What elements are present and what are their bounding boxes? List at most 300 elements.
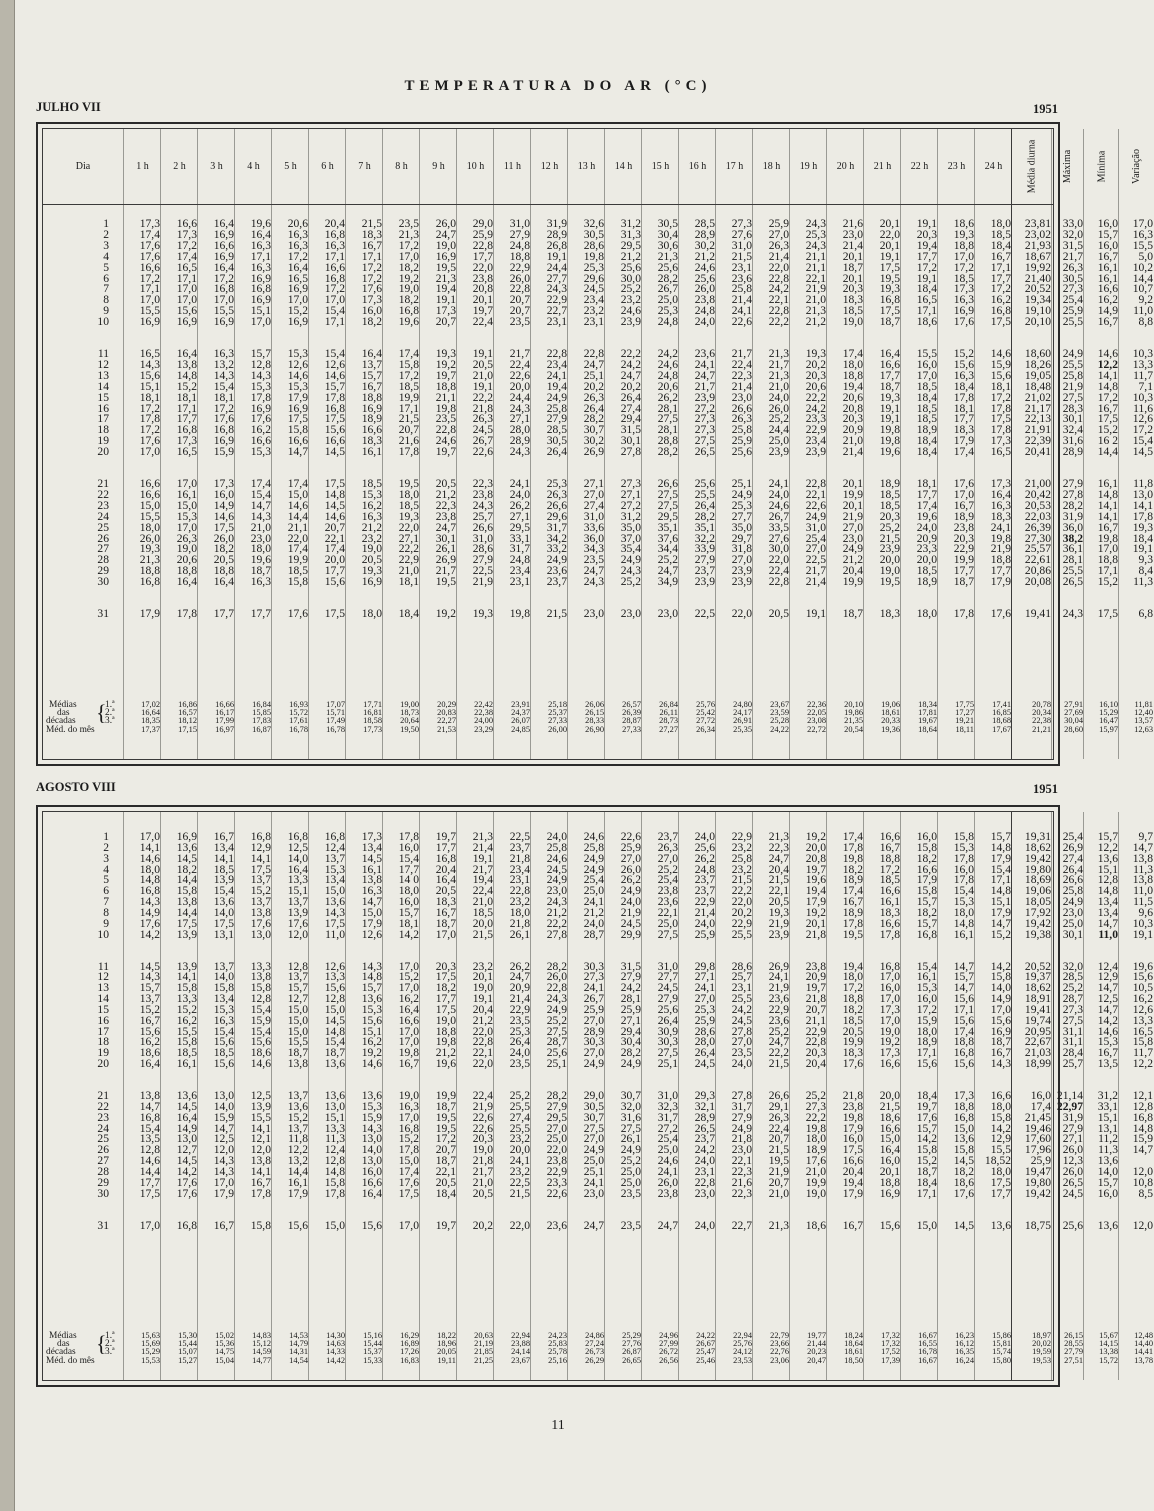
table-cell: 17,0 <box>176 293 197 307</box>
table-cell: 16,9 <box>213 434 234 448</box>
table-cell: 24,0 <box>509 1046 530 1060</box>
table-cell: 17,2 <box>287 249 308 263</box>
table-cell: 19,7 <box>916 1099 937 1113</box>
table-cell: 22,13 <box>1024 412 1051 426</box>
table-cell: 21,1 <box>287 520 308 534</box>
table-cell: 22,6 <box>472 445 493 459</box>
table-cell: 27,0 <box>657 851 678 865</box>
table-cell: 17,6 <box>287 916 308 930</box>
table-cell: 19,5 <box>398 477 419 490</box>
table-cell: 18,2 <box>398 293 419 307</box>
table-cell: 14,0 <box>1097 1164 1118 1178</box>
day-number: 31 <box>97 607 109 620</box>
summary-cell: 26,84 <box>659 700 678 709</box>
table-cell: 27,1 <box>620 487 641 501</box>
summary-cell: 16,57 <box>178 708 197 718</box>
table-cell: 25,6 <box>731 445 752 459</box>
table-cell: 24,3 <box>546 992 567 1006</box>
table-cell: 19,8 <box>1097 531 1118 545</box>
summary-cell: 21,35 <box>844 716 863 726</box>
table-cell: 17,2 <box>990 390 1011 404</box>
table-cell: 26,8 <box>546 238 567 252</box>
table-cell: 23,7 <box>694 1132 715 1146</box>
column-header-label: 7 h <box>358 161 371 172</box>
table-cell: 23,4 <box>509 564 530 578</box>
table-cell: 19,8 <box>842 851 863 865</box>
table-cell: 24,2 <box>694 1143 715 1157</box>
table-cell: 13,6 <box>953 1132 974 1146</box>
table-cell: 17,6 <box>805 1154 826 1168</box>
day-number: 7 <box>103 895 109 909</box>
table-cell: 13,5 <box>139 1132 160 1146</box>
table-cell: 24,9 <box>731 487 752 501</box>
table-cell: 19,3 <box>805 347 826 360</box>
table-cell: 24,3 <box>583 575 604 589</box>
table-cell: 27,5 <box>657 1046 678 1060</box>
table-cell: 22,4 <box>768 564 789 578</box>
summary-cell: 14,79 <box>289 1339 308 1349</box>
table-cell: 28,1 <box>1062 553 1083 567</box>
table-cell: 14,6 <box>139 851 160 865</box>
table-cell: 17,0 <box>916 368 937 382</box>
table-cell: 24,8 <box>694 304 715 318</box>
table-cell: 23,5 <box>731 1046 752 1060</box>
table-cell: 17,1 <box>916 304 937 318</box>
table-cell: 24,2 <box>657 347 678 360</box>
summary-cell: 26,11 <box>659 708 678 718</box>
table-cell: 15,8 <box>916 840 937 854</box>
table-cell: 19,9 <box>842 487 863 501</box>
table-cell: 29,6 <box>546 509 567 523</box>
table-cell: 16,8 <box>398 1121 419 1135</box>
table-cell: 16,6 <box>287 434 308 448</box>
page-number: 11 <box>551 1418 565 1433</box>
table-cell: 22,9 <box>546 293 567 307</box>
table-cell: 22,6 <box>472 1121 493 1135</box>
table-cell: 24,9 <box>842 542 863 556</box>
table-cell: 31,6 <box>1062 434 1083 448</box>
summary-cell: 25,18 <box>548 700 567 709</box>
table-cell: 23,8 <box>435 509 456 523</box>
table-cell: 17,1 <box>361 249 382 263</box>
table-cell: 19,7 <box>435 445 456 459</box>
table-cell: 23,3 <box>916 542 937 556</box>
day-number: 2 <box>103 840 109 854</box>
table-cell: 15,3 <box>213 1002 234 1016</box>
table-cell: 20,1 <box>879 1164 900 1178</box>
table-cell: 21,3 <box>139 553 160 567</box>
table-cell: 17,8 <box>990 401 1011 415</box>
table-cell: 19,05 <box>1024 368 1051 382</box>
table-cell: 34,2 <box>546 531 567 545</box>
table-cell: 10,3 <box>1132 390 1153 404</box>
table-cell: 18,8 <box>361 390 382 404</box>
table-cell: 25,8 <box>731 282 752 296</box>
table-cell: 21,7 <box>768 357 789 371</box>
table-cell: 25,57 <box>1024 542 1051 556</box>
table-cell: 21,5 <box>361 217 382 230</box>
table-cell: 15,2 <box>1097 575 1118 589</box>
table-cell: 19,4 <box>805 884 826 898</box>
table-cell: 20,6 <box>176 553 197 567</box>
table-cell: 16,9 <box>213 315 234 329</box>
table-cell: 13,6 <box>176 840 197 854</box>
table-cell: 16,6 <box>842 1154 863 1168</box>
table-cell: 15,6 <box>953 1013 974 1027</box>
table-cell: 18,0 <box>361 607 382 620</box>
table-cell: 19,4 <box>546 379 567 393</box>
day-number: 20 <box>97 1057 109 1071</box>
table-cell: 31,0 <box>657 959 678 973</box>
table-cell: 29,6 <box>583 271 604 285</box>
table-cell: 25,1 <box>583 1164 604 1178</box>
table-cell: 18,2 <box>916 905 937 919</box>
summary-cell: 17,67 <box>992 724 1011 734</box>
table-cell: 17,2 <box>361 271 382 285</box>
summary-cell: 14,30 <box>326 1331 345 1340</box>
table-cell: 16,6 <box>361 423 382 437</box>
table-cell: 18,0 <box>990 217 1011 230</box>
table-cell: 18,5 <box>842 1013 863 1027</box>
table-cell: 27,9 <box>546 412 567 426</box>
table-cell: 17,1 <box>990 260 1011 274</box>
table-cell: 25,9 <box>731 434 752 448</box>
table-cell: 25,1 <box>657 1057 678 1071</box>
table-cell: 28,7 <box>546 1035 567 1049</box>
table-column <box>160 812 198 1380</box>
summary-cell: 28,73 <box>659 716 678 726</box>
table-cell: 19,5 <box>435 575 456 589</box>
table-cell: 22,1 <box>435 1164 456 1178</box>
summary-cell: 26,39 <box>622 708 641 718</box>
table-cell: 31,6 <box>620 1110 641 1124</box>
table-cell: 21,45 <box>1024 1110 1051 1124</box>
table-cell: 26,3 <box>657 840 678 854</box>
table-cell: 25,2 <box>768 412 789 426</box>
table-cell: 20,8 <box>842 401 863 415</box>
table-cell: 18,0 <box>805 1132 826 1146</box>
summary-cell: 17,73 <box>363 724 382 734</box>
table-cell: 18,2 <box>213 542 234 556</box>
table-cell: 18,99 <box>1024 1057 1051 1071</box>
summary-cell: 27,24 <box>585 1339 604 1349</box>
table-cell: 13,9 <box>250 1099 271 1113</box>
table-column <box>863 129 901 759</box>
table-cell: 21,9 <box>842 509 863 523</box>
table-cell: 21,0 <box>768 1186 789 1200</box>
table-cell: 16,1 <box>916 970 937 984</box>
table-cell: 28,5 <box>546 423 567 437</box>
table-cell: 17,8 <box>250 1186 271 1200</box>
table-cell: 16,9 <box>361 575 382 589</box>
table-cell: 16,1 <box>1097 477 1118 490</box>
table-cell: 15,0 <box>287 1024 308 1038</box>
table-cell: 13,6 <box>1097 1154 1118 1168</box>
table-cell: 16,8 <box>953 1046 974 1060</box>
summary-cell: 15,63 <box>141 1331 160 1340</box>
table-cell: 24,0 <box>694 315 715 329</box>
table-cell: 17,1 <box>398 401 419 415</box>
table-cell: 26,3 <box>546 487 567 501</box>
table-cell: 26,7 <box>472 434 493 448</box>
table-cell: 16,9 <box>176 830 197 843</box>
table-cell: 16,9 <box>287 401 308 415</box>
table-cell: 24,2 <box>731 1002 752 1016</box>
table-cell: 24,1 <box>768 477 789 490</box>
table-cell: 11,0 <box>1133 884 1153 898</box>
table-cell: 26,9 <box>1062 840 1083 854</box>
table-cell: 13,6 <box>361 1089 382 1102</box>
table-cell: 16,0 <box>953 862 974 876</box>
summary-cell: 18,61 <box>844 1347 863 1357</box>
table-cell: 16,9 <box>879 1186 900 1200</box>
table-cell: 23,8 <box>805 959 826 973</box>
table-cell: 24,7 <box>620 368 641 382</box>
table-cell: 21,2 <box>435 487 456 501</box>
table-cell: 21,1 <box>805 1013 826 1027</box>
table-cell: 21,7 <box>472 862 493 876</box>
table-cell: 27,1 <box>509 412 530 426</box>
day-number: 9 <box>103 304 109 318</box>
table-cell: 25,4 <box>657 1132 678 1146</box>
table-cell: 16,0 <box>916 830 937 843</box>
table-cell: 15,8 <box>990 1110 1011 1124</box>
table-cell: 18,5 <box>953 271 974 285</box>
table-column <box>419 812 457 1380</box>
table-cell: 23,0 <box>731 1143 752 1157</box>
day-number: 24 <box>97 1121 109 1135</box>
table-cell: 24,8 <box>509 553 530 567</box>
table-cell: 20,53 <box>1024 498 1051 512</box>
table-cell: 17,0 <box>953 249 974 263</box>
table-cell: 16,1 <box>879 895 900 909</box>
table-cell: 12,2 <box>1097 357 1118 371</box>
summary-cell: 14,42 <box>326 1355 345 1365</box>
table-cell: 24,5 <box>546 862 567 876</box>
summary-cell: 27,51 <box>1064 1355 1083 1365</box>
table-cell: 17,8 <box>879 927 900 941</box>
summary-cell: 24,23 <box>548 1331 567 1340</box>
table-cell: 18,6 <box>139 1046 160 1060</box>
table-cell: 26,2 <box>620 873 641 887</box>
table-cell: 13,3 <box>1132 357 1153 371</box>
table-cell: 12,6 <box>287 357 308 371</box>
table-cell: 13,3 <box>250 959 271 973</box>
table-cell: 18,8 <box>1097 553 1118 567</box>
day-number: 5 <box>103 873 109 887</box>
summary-cell: 15,72 <box>289 708 308 718</box>
table-cell: 19,0 <box>398 282 419 296</box>
table-cell: 15,5 <box>916 347 937 360</box>
table-cell: 22,8 <box>472 1035 493 1049</box>
table-cell: 13,7 <box>139 992 160 1006</box>
table-cell: 22,7 <box>546 304 567 318</box>
table-cell: 17,7 <box>435 840 456 854</box>
table-cell: 24,3 <box>546 282 567 296</box>
table-cell: 19,8 <box>879 423 900 437</box>
table-cell: 25,5 <box>731 992 752 1006</box>
table-cell: 16,8 <box>139 575 160 589</box>
summary-cell: 26,90 <box>585 724 604 734</box>
table-cell: 14,2 <box>398 927 419 941</box>
table-cell: 25,7 <box>731 970 752 984</box>
table-cell: 25,3 <box>657 304 678 318</box>
summary-cell: 25,76 <box>733 1339 752 1349</box>
table-cell: 25,5 <box>694 487 715 501</box>
table-cell: 18,1 <box>139 390 160 404</box>
table-column <box>789 129 827 759</box>
table-cell: 25,6 <box>657 1002 678 1016</box>
summary-cell: 19,11 <box>437 1355 456 1365</box>
table-cell: 19,1 <box>472 992 493 1006</box>
table-cell: 23,6 <box>657 895 678 909</box>
table-cell: 20,4 <box>842 1164 863 1178</box>
table-cell: 25,0 <box>768 434 789 448</box>
table-cell: 22,6 <box>805 498 826 512</box>
table-cell: 20,08 <box>1024 575 1051 589</box>
table-cell: 24,9 <box>1062 895 1083 909</box>
table-cell: 20,5 <box>435 477 456 490</box>
table-cell: 15,6 <box>324 575 345 589</box>
table-cell: 16,2 <box>250 423 271 437</box>
table-cell: 13,0 <box>324 1099 345 1113</box>
table-cell: 18,0 <box>139 520 160 534</box>
table-cell: 20,1 <box>472 293 493 307</box>
table-cell: 20,5 <box>213 553 234 567</box>
table-cell: 17,8 <box>139 412 160 426</box>
table-cell: 18,7 <box>990 1035 1011 1049</box>
summary-cell: 26,73 <box>585 1347 604 1357</box>
table-cell: 22,0 <box>731 607 752 620</box>
table-column <box>382 129 420 759</box>
column-header-label: 8 h <box>395 161 408 172</box>
table-cell: 17,2 <box>176 238 197 252</box>
table-cell: 19,8 <box>879 434 900 448</box>
table-cell: 15,7 <box>1097 1175 1118 1189</box>
table-cell: 13,9 <box>176 927 197 941</box>
table-cell: 23,9 <box>879 542 900 556</box>
table-cell: 15,4 <box>398 851 419 865</box>
table-cell: 23,8 <box>546 1154 567 1168</box>
column-header-label: 23 h <box>947 161 966 172</box>
table-cell: 13,4 <box>1097 895 1118 909</box>
table-cell: 15,9 <box>990 357 1011 371</box>
table-cell: 25,9 <box>583 1002 604 1016</box>
column-header-label: 4 h <box>247 161 260 172</box>
table-cell: 20,1 <box>842 477 863 490</box>
table-cell: 31,2 <box>1097 1089 1118 1102</box>
table-cell: 23,8 <box>472 487 493 501</box>
table-cell: 20,3 <box>842 412 863 426</box>
table-cell: 19,0 <box>176 542 197 556</box>
table-cell: 25,0 <box>583 1154 604 1168</box>
table-cell: 14,3 <box>213 1164 234 1178</box>
table-cell: 14,6 <box>250 1057 271 1071</box>
table-cell: 22,1 <box>805 487 826 501</box>
column-header-label: Média diurna <box>1026 139 1038 194</box>
table-cell: 23,5 <box>509 1013 530 1027</box>
table-cell: 23,2 <box>731 862 752 876</box>
table-cell: 25,8 <box>583 840 604 854</box>
table-cell: 22,5 <box>509 830 530 843</box>
table-cell: 33,5 <box>768 520 789 534</box>
table-cell: 24,6 <box>657 1154 678 1168</box>
table-cell: 25,5 <box>1062 315 1083 329</box>
table-cell: 25,2 <box>768 1024 789 1038</box>
table-cell: 24,7 <box>435 520 456 534</box>
table-cell: 19,1 <box>879 249 900 263</box>
table-cell: 22,8 <box>472 238 493 252</box>
day-number: 21 <box>97 1089 109 1102</box>
table-cell: 27,5 <box>657 412 678 426</box>
table-cell: 19,1 <box>916 271 937 285</box>
table-cell: 21,3 <box>768 368 789 382</box>
table-cell: 13,7 <box>287 970 308 984</box>
table-cell: 23,0 <box>694 1186 715 1200</box>
table-cell: 29,0 <box>472 217 493 230</box>
column-header-label: Dia <box>75 161 91 172</box>
table-cell: 25,2 <box>879 520 900 534</box>
table-cell: 23,2 <box>509 895 530 909</box>
table-cell: 17,9 <box>805 895 826 909</box>
table-cell: 25,2 <box>620 1154 641 1168</box>
table-cell: 22,4 <box>472 884 493 898</box>
table-cell: 16,0 <box>361 304 382 318</box>
table-cell: 10,8 <box>1132 1175 1153 1189</box>
table-cell: 15,7 <box>398 905 419 919</box>
table-cell: 14,5 <box>176 1154 197 1168</box>
table-cell: 17,9 <box>361 916 382 930</box>
table-cell: 14,3 <box>250 509 271 523</box>
table-cell: 21,2 <box>694 249 715 263</box>
table-cell: 22,9 <box>546 1164 567 1178</box>
table-cell: 15,7 <box>361 981 382 995</box>
day-number: 20 <box>97 445 109 459</box>
table-cell: 26,0 <box>435 217 456 230</box>
table-cell: 20,5 <box>472 1186 493 1200</box>
table-cell: 15,2 <box>139 1002 160 1016</box>
table-cell: 23,2 <box>583 304 604 318</box>
table-cell: 19,6 <box>879 445 900 459</box>
table-cell: 24,6 <box>546 851 567 865</box>
table-cell: 19,2 <box>435 357 456 371</box>
table-cell: 13,6 <box>324 1089 345 1102</box>
table-cell: 23,9 <box>731 575 752 589</box>
table-cell: 12,5 <box>287 840 308 854</box>
day-number: 13 <box>97 981 109 995</box>
table-cell: 16,6 <box>139 477 160 490</box>
table-cell: 20,8 <box>805 851 826 865</box>
summary-cell: 15,44 <box>363 1339 382 1349</box>
table-cell: 25,0 <box>583 884 604 898</box>
table-cell: 18,1 <box>916 477 937 490</box>
table-cell: 26,3 <box>583 390 604 404</box>
table-cell: 16,9 <box>213 227 234 241</box>
table-cell: 16,6 <box>879 357 900 371</box>
table-cell: 25,4 <box>657 873 678 887</box>
column-header <box>1052 129 1084 204</box>
table-cell: 17,8 <box>953 851 974 865</box>
table-cell: 24,7 <box>583 564 604 578</box>
table-cell: 15,8 <box>250 1218 271 1232</box>
summary-cell: 18,22 <box>437 1331 456 1340</box>
table-cell: 15,0 <box>324 1002 345 1016</box>
table-cell: 19,0 <box>879 564 900 578</box>
table-cell: 19,6 <box>398 315 419 329</box>
table-cell: 26,4 <box>583 401 604 415</box>
day-number: 23 <box>97 1110 109 1124</box>
table-cell: 25,7 <box>472 509 493 523</box>
